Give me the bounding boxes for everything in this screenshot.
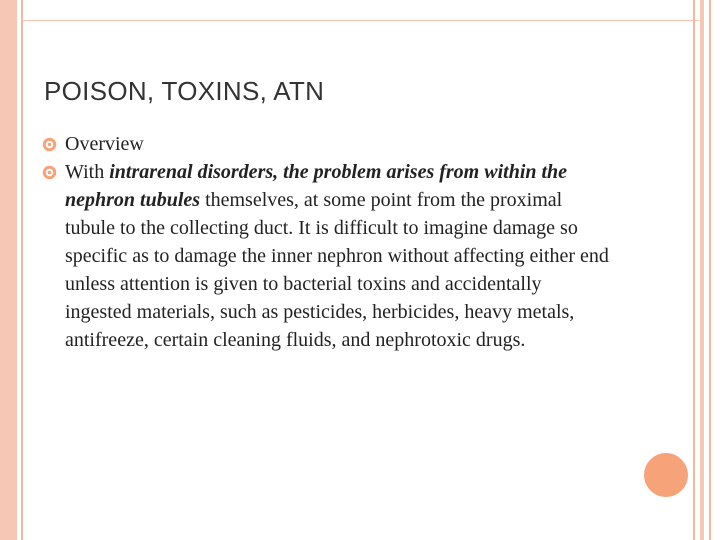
slide-title: POISON, TOXINS, ATN xyxy=(44,76,325,106)
frame-top-line xyxy=(21,20,699,21)
frame-right-line-1 xyxy=(693,0,695,540)
bullet-item xyxy=(42,130,612,158)
bullet-text-rest: themselves, at some point from the proximal tubule to the collecting duct. It is difficult to imagine damage so specific as to damage the inner nephron without affecting either end unless attention is given to bacterial toxins and accidentally ingested materials, such as pesticides, herbicides, heavy metals, antifreeze, certain cleaning fluids, and nephrotoxic drugs. xyxy=(65,189,609,351)
bullet-list xyxy=(42,130,612,354)
bullet-text-lead: With xyxy=(65,161,110,183)
gear-flower-icon xyxy=(42,137,57,152)
frame-left-line xyxy=(21,0,23,540)
frame-right-line-3 xyxy=(709,0,711,540)
frame-right-line-2 xyxy=(700,0,704,540)
bullet-text-emphasis: intrarenal disorders, the problem arises from within the nephron tubules xyxy=(65,161,568,211)
frame-left-band xyxy=(0,0,17,540)
bullet-item xyxy=(42,158,612,354)
bullet-text: Overview xyxy=(65,133,144,155)
ornament-circle xyxy=(641,450,691,500)
gear-flower-icon xyxy=(42,165,57,180)
